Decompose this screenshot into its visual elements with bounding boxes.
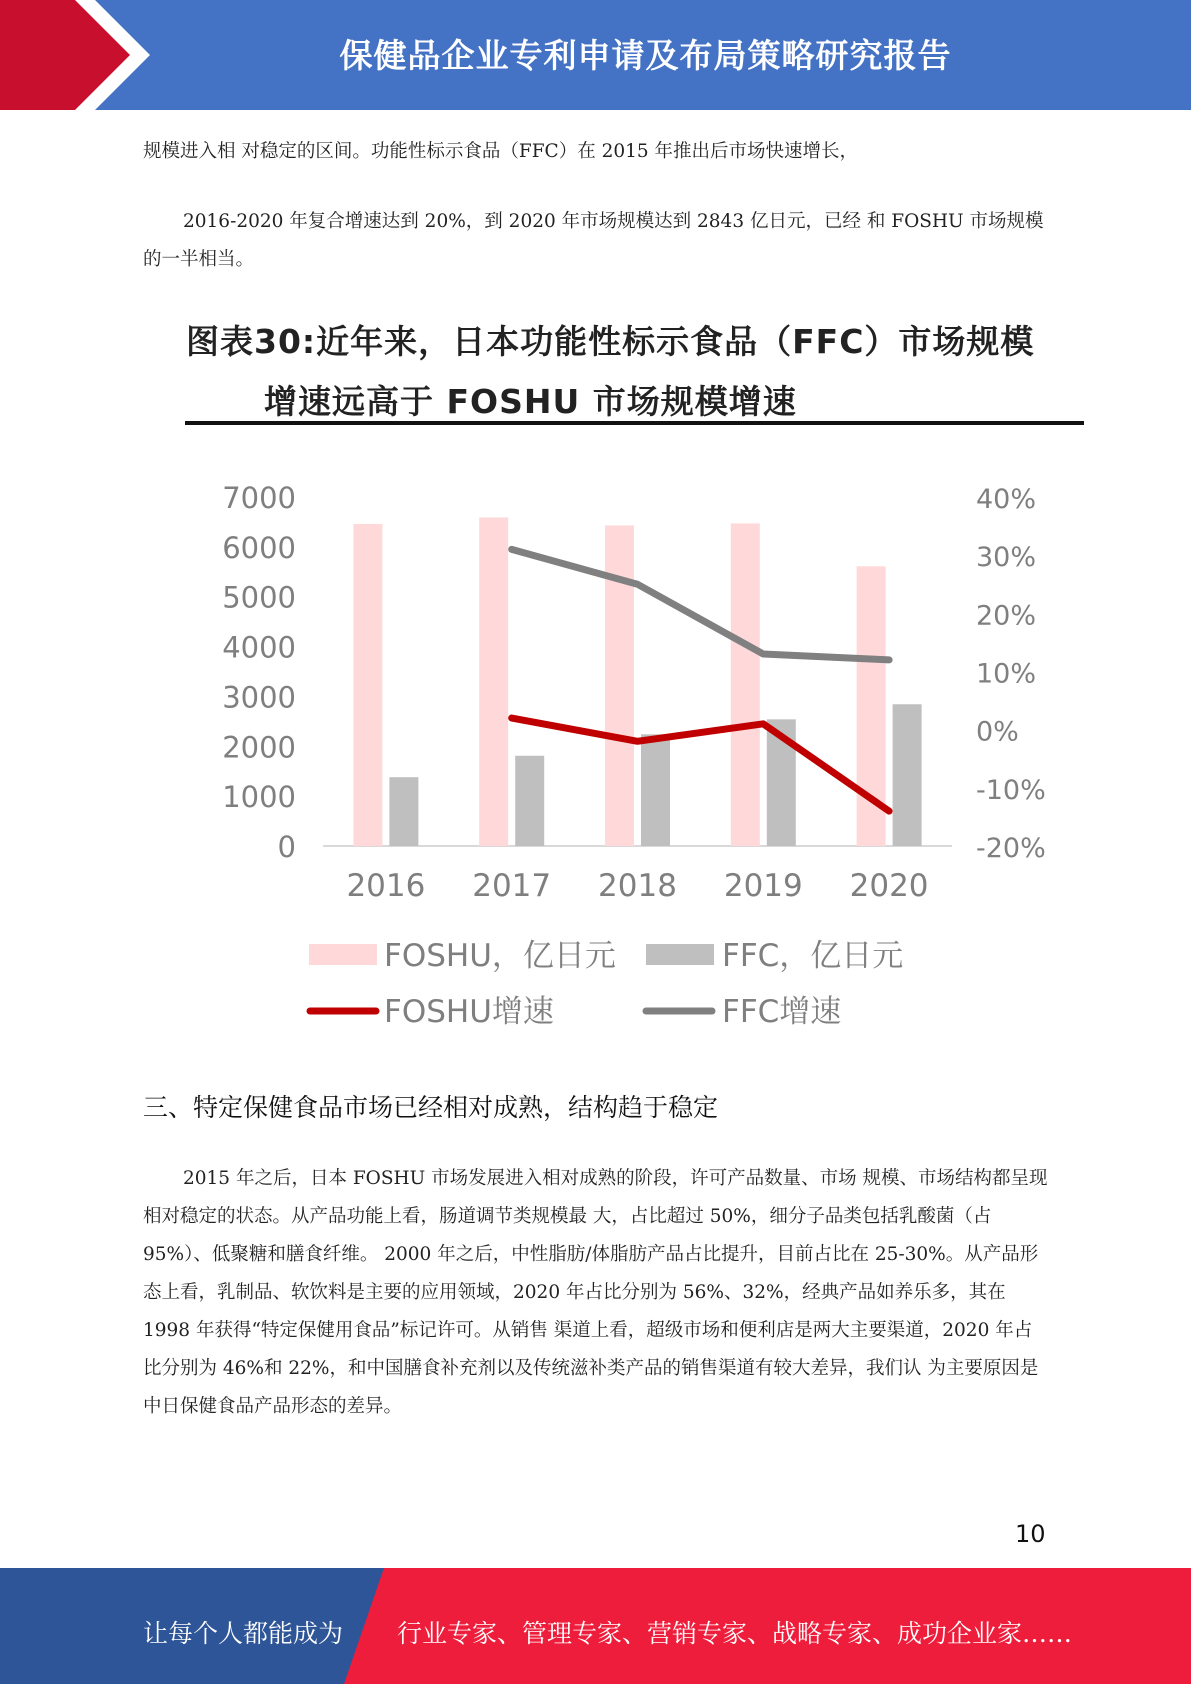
paragraph-3: 2015 年之后，日本 FOSHU 市场发展进入相对成熟的阶段，许可产品数量、市场 规模、市场结构都呈现相对稳定的状态。从产品功能上看，肠道调节类规模最 大，占比超过 50%，细分子品类包括乳酸菌（占 95%）、低聚糖和膳食纤维。 2000 年之后，中性脂肪/体脂肪产品占比提升，目前占比在 25-30%。从产品形 态上看，乳制品、软饮料是主要的应用领域，2020 年占比分别为 56%、32%，经典产品如养乐多，其在 1998 年获得“特定保健用食品”标记许可。从销售 渠道上看，超级市场和便利店是两大主要渠道，2020 年占比分别为 46%和 22%，和中国膳食补充剂以及传统滋补类产品的销售渠道有较大差异，我们认 为主要原因是中日保健食品产品形态的差异。 — [143, 1168, 1048, 1417]
y-left-tick-label: 3000 — [222, 680, 296, 715]
line-foshu-growth — [512, 718, 889, 811]
legend-label-ffc-line: FFC增速 — [722, 994, 842, 1030]
section-heading: 三、特定保健食品市场已经相对成熟，结构趋于稳定 — [143, 1093, 719, 1122]
line-ffc-growth — [512, 549, 889, 660]
y-left-tick-label: 6000 — [222, 530, 296, 565]
y-left-tick-label: 1000 — [222, 780, 296, 815]
bar-ffc — [893, 704, 922, 846]
x-tick-label: 2018 — [598, 868, 677, 904]
x-tick-label: 2020 — [849, 868, 929, 904]
x-tick-label: 2019 — [723, 868, 803, 904]
y-right-tick-label: 0% — [976, 716, 1019, 748]
y-left-tick-label: 5000 — [222, 580, 296, 615]
x-tick-label: 2016 — [346, 868, 426, 904]
y-left-tick-label: 4000 — [222, 630, 296, 665]
bar-ffc — [641, 734, 670, 846]
y-left-tick-label: 7000 — [222, 481, 296, 515]
y-right-tick-label: 10% — [976, 658, 1037, 690]
y-right-tick-label: 30% — [976, 542, 1037, 574]
figure-title-line-1: 图表30:近年来，日本功能性标示食品（FFC）市场规模 — [186, 322, 1035, 361]
legend-swatch-ffc-bar — [646, 944, 714, 965]
bar-foshu — [353, 524, 382, 846]
y-right-tick-label: 20% — [976, 600, 1037, 632]
paragraph-1: 规模进入相 对稳定的区间。功能性标示食品（FFC）在 2015 年推出后市场快速增长， — [143, 141, 859, 162]
y-right-tick-label: -10% — [976, 774, 1046, 806]
x-tick-label: 2017 — [472, 868, 552, 904]
legend-label-ffc-bar: FFC，亿日元 — [722, 938, 904, 974]
y-right-tick-label: -20% — [976, 833, 1046, 864]
report-title: 保健品企业专利申请及布局策略研究报告 — [339, 36, 952, 75]
page-footer — [0, 1568, 1191, 1684]
legend-label-foshu-line: FOSHU增速 — [384, 994, 554, 1030]
figure-title-line-2: 增速远高于 FOSHU 市场规模增速 — [264, 382, 797, 421]
bar-ffc — [389, 777, 418, 846]
bar-foshu — [479, 517, 508, 846]
page-number: 10 — [1015, 1520, 1046, 1548]
bar-ffc — [515, 756, 544, 846]
legend-swatch-foshu-bar — [309, 944, 377, 965]
paragraph-2: 2016-2020 年复合增速达到 20%，到 2020 年市场规模达到 2843 亿日元，已经 和 FOSHU 市场规模的一半相当。 — [143, 211, 1044, 270]
y-left-tick-label: 2000 — [222, 730, 296, 765]
footer-slogan-right: 行业专家、管理专家、营销专家、战略专家、成功企业家…… — [397, 1619, 1073, 1648]
y-right-tick-label: 40% — [976, 484, 1037, 515]
legend-label-foshu-bar: FOSHU，亿日元 — [384, 938, 616, 974]
footer-slogan-left: 让每个人都能成为 — [143, 1619, 344, 1648]
bar-foshu — [731, 523, 760, 846]
y-left-tick-label: 0 — [277, 830, 296, 864]
